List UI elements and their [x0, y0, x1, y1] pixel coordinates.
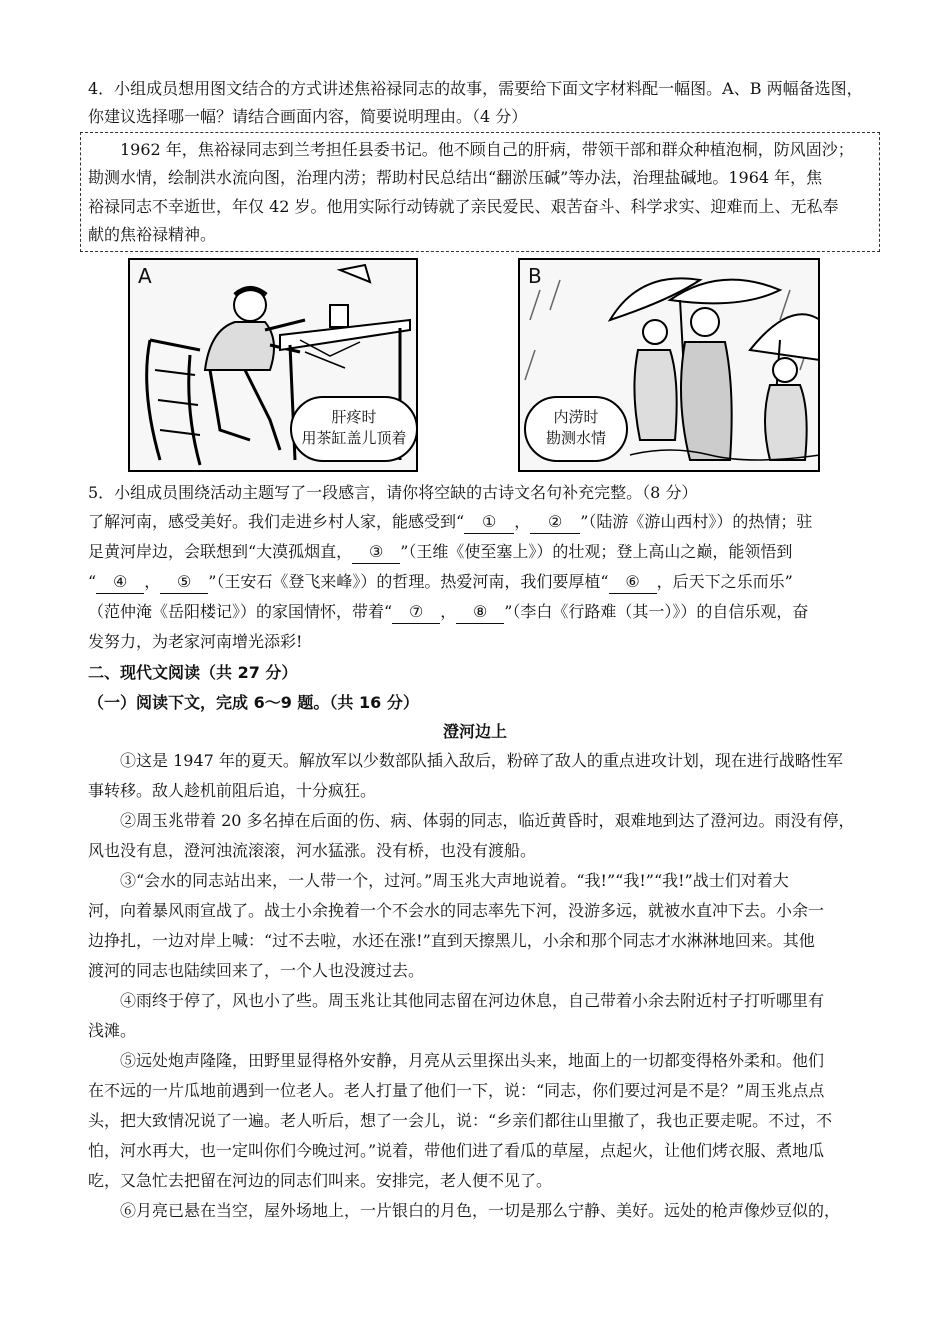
q4-prompt-line-2: 你建议选择哪一幅？请结合画面内容，简要说明理由。（4 分） — [88, 107, 528, 126]
material-line: 1962 年，焦裕禄同志到兰考担任县委书记。他不顾自己的肝病，带领干部和群众种植泡桐，防风固沙； — [120, 140, 854, 159]
q5-text: ， — [514, 512, 531, 531]
article-title: 澄河边上 — [442, 722, 507, 741]
article-line: ④雨终于停了，风也小了些。周玉兆让其他同志留在河边休息，自己带着小余去附近村子打听哪里有 — [120, 991, 825, 1010]
article-line: ②周玉兆带着 20 多名掉在后面的伤、病、体弱的同志，临近黄昏时，艰难地到达了澄河边。雨没有停， — [120, 811, 855, 830]
q4-prompt-line-1: 4．小组成员想用图文结合的方式讲述焦裕禄同志的故事，需要给下面文字材料配一幅图。A、B 两幅备选图， — [88, 79, 863, 98]
panel-a-caption-bubble — [290, 396, 418, 462]
blank-8: ⑧ — [456, 601, 504, 624]
panel-b-caption-1: 内涝时 — [553, 408, 599, 426]
material-line: 裕禄同志不幸逝世，年仅 42 岁。他用实际行动铸就了亲民爱民、艰苦奋斗、科学求实、迎难而上、无私奉 — [88, 197, 839, 216]
q5-text: ”（王安石《登飞来峰》）的哲理。热爱河南，我们要厚植“ — [208, 572, 609, 591]
article-line: ①这是 1947 年的夏天。解放军以少数部队插入敌后，粉碎了敌人的重点进攻计划，现在进行战略性军 — [120, 751, 843, 770]
article-line: ⑤远处炮声隆隆，田野里显得格外安静，月亮从云里探出头来，地面上的一切都变得格外柔和。他们 — [120, 1051, 825, 1070]
article-line: 浅滩。 — [88, 1021, 137, 1040]
panel-a-letter: A — [138, 264, 152, 288]
blank-6: ⑥ — [609, 571, 657, 594]
q5-text: 足黄河岸边，会联想到“大漠孤烟直， — [88, 542, 353, 561]
q5-paragraph-line — [88, 601, 874, 624]
article-line: 怕，河水再大，也一定叫你们今晚过河。”说着，带他们进了看瓜的草屋，点起火，让他们烤衣服、煮地瓜 — [88, 1141, 825, 1160]
q5-text: ”（王维《使至塞上》）的壮观；登上高山之巅，能领悟到 — [400, 542, 793, 561]
article-line: ⑥月亮已悬在当空，屋外场地上，一片银白的月色，一切是那么宁静、美好。远处的枪声像炒豆似的， — [120, 1201, 841, 1220]
blank-2: ② — [530, 511, 580, 534]
panel-b-caption-bubble — [524, 396, 628, 462]
article-line: 河，向着暴风雨宣战了。战士小余挽着一个不会水的同志率先下河，没游多远，就被水直冲下去。小余一 — [88, 901, 825, 920]
blank-3: ③ — [352, 541, 400, 564]
illustration-b — [518, 258, 820, 472]
q5-paragraph-line — [88, 541, 874, 564]
q5-paragraph-line — [88, 571, 874, 594]
article-line: 吃，又急忙去把留在河边的同志们叫来。安排完，老人便不见了。 — [88, 1171, 553, 1190]
article-line: 渡河的同志也陆续回来了，一个人也没渡过去。 — [88, 961, 425, 980]
blank-4: ④ — [96, 571, 144, 594]
q5-prompt: 5．小组成员围绕活动主题写了一段感言，请你将空缺的古诗文名句补充完整。（8 分） — [88, 483, 698, 502]
panel-a-caption-2: 用茶缸盖儿顶着 — [301, 429, 407, 447]
blank-1: ① — [464, 511, 514, 534]
panel-b-caption-2: 勘测水情 — [545, 429, 606, 447]
article-line: 边挣扎，一边对岸上喊：“过不去啦，水还在涨!”直到天擦黑儿，小余和那个同志才水淋淋地回来。其他 — [88, 931, 815, 950]
q5-text: ，后天下之乐而乐” — [656, 572, 793, 591]
q5-text: “ — [88, 572, 97, 591]
article-line: 在不远的一片瓜地前遇到一位老人。老人打量了他们一下，说：“同志，你们要过河是不是？”周玉兆点点 — [88, 1081, 825, 1100]
q5-text: ”（李白《行路难（其一）》）的自信乐观，奋 — [504, 602, 809, 621]
q5-text: ， — [144, 572, 161, 591]
article-line: ③“会水的同志站出来，一人带一个，过河。”周玉兆大声地说着。“我!”“我!”“我!”战士们对着大 — [120, 871, 789, 890]
blank-5: ⑤ — [160, 571, 208, 594]
q5-paragraph-line: 发努力，为老家河南增光添彩! — [88, 632, 303, 651]
article-line: 头，把大致情况说了一遍。老人听后，想了一会儿，说：“乡亲们都往山里撤了，我也正要走呢。不过，不 — [88, 1111, 833, 1130]
panel-b-letter: B — [528, 264, 542, 288]
section-heading: 二、现代文阅读（共 27 分） — [88, 663, 298, 682]
article-line: 风也没有息，澄河浊流滚滚，河水猛涨。没有桥，也没有渡船。 — [88, 841, 537, 860]
sub-heading: （一）阅读下文，完成 6～9 题。（共 16 分） — [88, 693, 419, 712]
q5-text: 了解河南，感受美好。我们走进乡村人家，能感受到“ — [88, 512, 465, 531]
panel-a-caption-1: 肝疼时 — [331, 408, 377, 426]
blank-7: ⑦ — [392, 601, 440, 624]
q5-text: ， — [440, 602, 457, 621]
material-line: 献的焦裕禄精神。 — [88, 225, 217, 244]
q5-paragraph-line — [88, 511, 874, 534]
article-line: 事转移。敌人趁机前阻后追，十分疯狂。 — [88, 781, 377, 800]
q5-text: ”（陆游《游山西村》）的热情；驻 — [580, 512, 813, 531]
illustration-a — [128, 258, 418, 472]
q5-text: （范仲淹《岳阳楼记》）的家国情怀，带着“ — [88, 602, 393, 621]
material-line: 勘测水情，绘制洪水流向图，治理内涝；帮助村民总结出“翻淤压碱”等办法，治理盐碱地。1964 年，焦 — [88, 168, 823, 187]
